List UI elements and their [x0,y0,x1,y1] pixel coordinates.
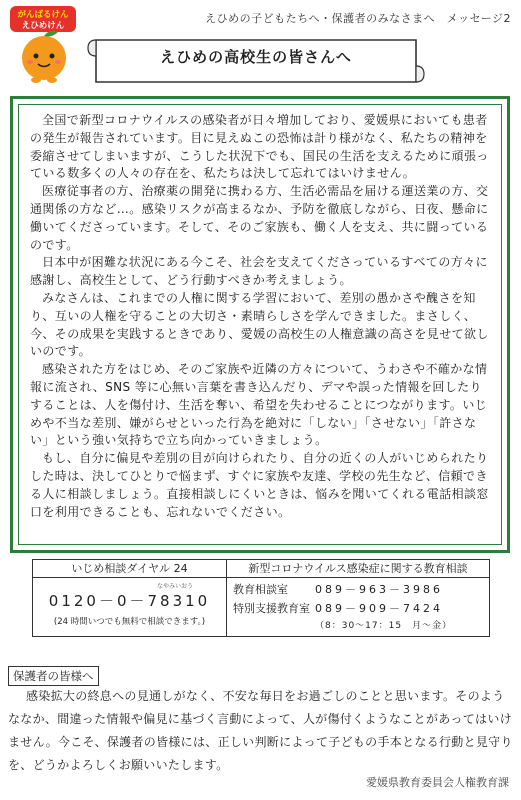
parents-section-body [8,685,514,777]
contact-row-tel: 089－909－7424 [315,602,443,615]
bullying-hotline-note: (24 時間いつでも無料で相談できます。) [53,617,206,627]
svg-text:がんばるけん: がんばるけん [17,10,69,20]
bullying-hotline-ruby: なやみいおう [157,583,194,590]
contact-row-label: 特別支援教育室 [233,602,310,615]
header-series-label: えひめの子どもたちへ・保護者のみなさまへ メッセージ2 [205,12,511,25]
contact-row [227,600,489,616]
svg-text:えひめけん: えひめけん [21,21,65,31]
contact-row [227,581,489,597]
message-paragraph-5: 感染された方をはじめ、そのご家族や近隣の方々について、うわさや不確かな情報に流され、SNS 等に心無い言葉を書き込んだり、デマや誤った情報を回したりすることは、人を傷付け、生活を奪い、希望を失わせることにつながります。いじめや不当な差別、嫌がらせといった行為を絶対に「しない」「させない」「許さない」という強い気持ちで立ち向かっていきましょう。 [30,362,488,448]
message-body [30,112,492,521]
contact-table [32,559,490,637]
message-paragraph-1: 全国で新型コロナウイルスの感染者が日々増加しており、愛媛県においても患者の発生が報告されています。目に見えぬこの恐怖は計り様がなく、私たちの精神を委縮させてしまいますが、こうした状況下でも、国民の生活を支えるために頑張っている数多くの人々の存在を、私たちは決して忘れてはいけません。 [30,113,489,181]
issuer-footer: 愛媛県教育委員会人権教育課 [366,776,509,789]
message-paragraph-3: 日本中が困難な状況にある今こそ、社会を支えてくださっているすべての方々に感謝し、高校生として、どう行動すべきか考えましょう。 [30,255,488,288]
parents-section-label: 保護者の皆様へ [8,666,99,686]
consultation-hours: （8：30～17：15 月～金） [315,621,453,631]
bullying-hotline-number: 0120－0－78310 [48,592,211,610]
bullying-hotline-number-wrap [33,583,226,611]
message-paragraph-4: みなさんは、これまでの人権に関する学習において、差別の愚かさや醜さを知り、互いの人権を守ることの大切さ・素晴らしさを学んできました。まさしく、今、その成果を実践するときであり、愛媛の高校生の人権意識の高さを見せて欲しいのです。 [30,290,489,359]
message-paragraph-2: 医療従事者の方、治療薬の開発に携わる方、生活必需品を届ける運送業の方、交通関係の方など…。感染リスクが高まるなか、予防を徹底しながら、日夜、懸命に働いてくださっています。そして、そのご家族も、働く人を支え、共に闘っているのです。 [30,184,489,252]
bullying-hotline-cell [33,560,227,636]
contact-row-tel: 089－963－3986 [315,583,443,596]
covid-consultation-heading: 新型コロナウイルス感染症に関する教育相談 [227,560,489,578]
parents-paragraph: 感染拡大の終息への見通しがなく、不安な毎日をお過ごしのことと思います。そのようななか、間違った情報や偏見に基づく言動によって、人が傷付くようなことがあってはいけません。今こそ、保護者の皆様には、正しい判断によって子どもの手本となる行動と見守りを、どうかよろしくお願いいたします。 [8,689,513,772]
mikyan-mascot-logo [8,6,80,84]
bullying-hotline-heading: いじめ相談ダイヤル 24 [33,560,226,578]
contact-row-label: 教育相談室 [233,583,288,596]
page-title: えひめの高校生の皆さんへ [160,48,352,66]
covid-consultation-cell [227,560,489,636]
message-paragraph-6: もし、自分に偏見や差別の目が向けられたり、自分の近くの人がいじめられたりした時は、決してひとりで悩まず、すぐに家族や友達、学校の先生など、信頼できる人に相談しましょう。直接相談しにくいときは、悩みを聞いてくれる電話相談窓口を利用できることも、忘れないでください。 [30,451,489,519]
